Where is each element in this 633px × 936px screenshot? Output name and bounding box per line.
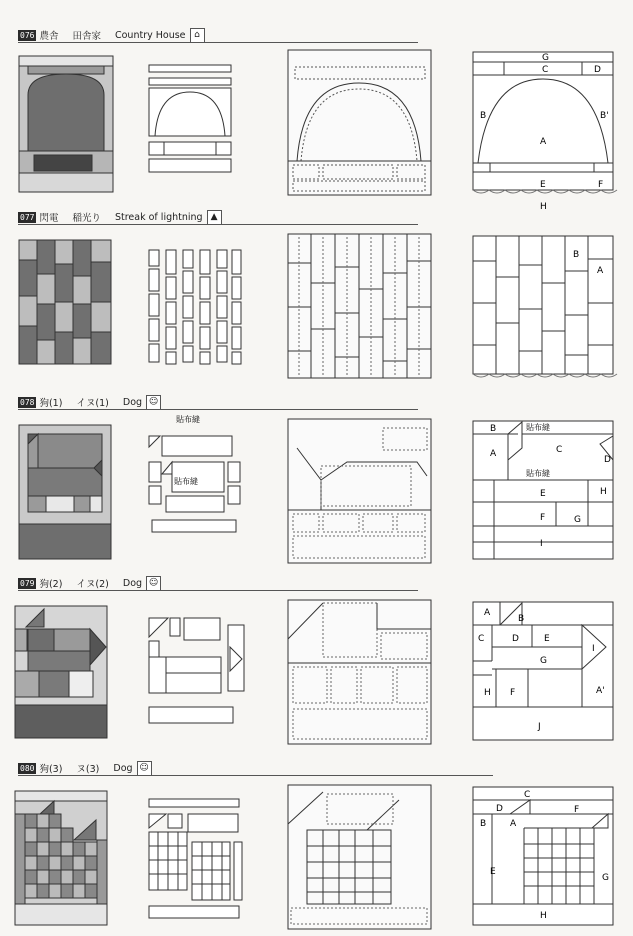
label-C: C xyxy=(478,634,485,644)
block-exploded xyxy=(148,64,234,176)
seam-label-2: 貼布縫 xyxy=(174,477,198,486)
divider xyxy=(18,775,493,776)
dog-face-icon: ☺ xyxy=(146,576,161,591)
english-name: Dog xyxy=(122,396,143,408)
label-I: I xyxy=(540,539,543,549)
label-H: H xyxy=(540,202,547,212)
section-header xyxy=(18,209,222,225)
section-header xyxy=(18,575,161,591)
seam-label-1: 貼布縫 xyxy=(176,415,200,424)
block-sewn xyxy=(287,233,432,379)
block-diagram xyxy=(470,784,616,934)
label-D: D xyxy=(604,455,611,465)
label-D: D xyxy=(496,804,503,814)
english-name: Streak of lightning xyxy=(114,211,203,223)
block-shaded xyxy=(18,424,112,560)
label-B-prime: B' xyxy=(600,111,609,121)
label-G: G xyxy=(602,873,609,883)
label-E: E xyxy=(540,489,546,499)
japanese-name: ヌ(3) xyxy=(76,764,100,775)
label-B: B xyxy=(490,424,497,434)
divider xyxy=(18,409,418,410)
section-080 xyxy=(0,760,633,936)
section-header xyxy=(18,27,205,43)
label-H: H xyxy=(484,688,491,698)
label-C: C xyxy=(542,65,549,75)
label-H: H xyxy=(600,487,607,497)
block-exploded xyxy=(148,617,246,727)
label-D: D xyxy=(594,65,601,75)
japanese-name: イヌ(2) xyxy=(76,579,109,590)
label-B: B xyxy=(518,614,525,624)
label-E: E xyxy=(544,634,550,644)
label-F: F xyxy=(510,688,516,698)
japanese-name: 稲光り xyxy=(72,213,101,224)
label-F: F xyxy=(540,513,546,523)
pattern-number: 077 xyxy=(20,212,35,222)
pattern-number: 076 xyxy=(20,30,35,40)
divider xyxy=(18,224,418,225)
label-B: B xyxy=(480,111,487,121)
chinese-name: 狗(3) xyxy=(39,764,63,775)
label-J: J xyxy=(538,722,541,732)
japanese-name: イヌ(1) xyxy=(76,398,109,409)
dog-face-icon: ☺ xyxy=(137,761,152,776)
block-diagram xyxy=(470,418,616,568)
house-icon: ⌂ xyxy=(190,28,205,43)
block-sewn xyxy=(287,418,432,564)
block-exploded xyxy=(148,798,244,924)
section-076 xyxy=(0,27,633,212)
label-I: I xyxy=(592,644,595,654)
english-name: Country House xyxy=(114,29,186,41)
divider xyxy=(18,42,418,43)
label-A-prime: A' xyxy=(596,686,605,696)
label-E: E xyxy=(490,867,496,877)
block-sewn xyxy=(287,784,432,930)
label-C: C xyxy=(524,790,531,800)
japanese-name: 田舎家 xyxy=(72,31,101,42)
pattern-number: 078 xyxy=(20,397,35,407)
block-exploded xyxy=(148,414,242,560)
divider xyxy=(18,590,418,591)
label-C: C xyxy=(556,445,563,455)
mountain-icon: ▲ xyxy=(207,210,222,225)
label-seam-1: 貼布縫 xyxy=(526,423,550,432)
label-A: A xyxy=(540,137,547,147)
label-F: F xyxy=(598,180,604,190)
label-seam-2: 貼布縫 xyxy=(526,469,550,478)
block-shaded xyxy=(14,605,108,739)
pattern-number: 080 xyxy=(20,763,35,773)
block-shaded xyxy=(18,239,112,365)
label-H: H xyxy=(540,911,547,921)
chinese-name: 狗(2) xyxy=(39,579,63,590)
label-A: A xyxy=(490,449,497,459)
english-name: Dog xyxy=(122,577,143,589)
chinese-name: 狗(1) xyxy=(39,398,63,409)
label-E: E xyxy=(540,180,546,190)
section-077 xyxy=(0,209,633,385)
label-F: F xyxy=(574,805,580,815)
block-sewn xyxy=(287,49,432,197)
block-diagram xyxy=(470,49,616,212)
section-header xyxy=(18,394,161,410)
chinese-name: 農舎 xyxy=(39,31,59,42)
block-sewn xyxy=(287,599,432,745)
label-D: D xyxy=(512,634,519,644)
label-B: B xyxy=(573,250,580,260)
section-079 xyxy=(0,575,633,750)
label-A: A xyxy=(510,819,517,829)
block-shaded xyxy=(14,790,108,926)
block-exploded xyxy=(148,249,242,375)
block-shaded xyxy=(18,55,114,193)
label-G: G xyxy=(540,656,547,666)
chinese-name: 閃電 xyxy=(39,213,59,224)
english-name: Dog xyxy=(113,762,133,774)
section-078 xyxy=(0,394,633,566)
label-A: A xyxy=(484,608,491,618)
dog-face-icon: ☺ xyxy=(146,395,161,410)
label-G: G xyxy=(542,53,549,63)
pattern-number: 079 xyxy=(20,578,35,588)
label-A: A xyxy=(597,266,604,276)
section-header xyxy=(18,760,152,776)
block-diagram xyxy=(470,599,616,749)
block-diagram xyxy=(470,233,616,385)
label-G: G xyxy=(574,515,581,525)
label-B: B xyxy=(480,819,487,829)
